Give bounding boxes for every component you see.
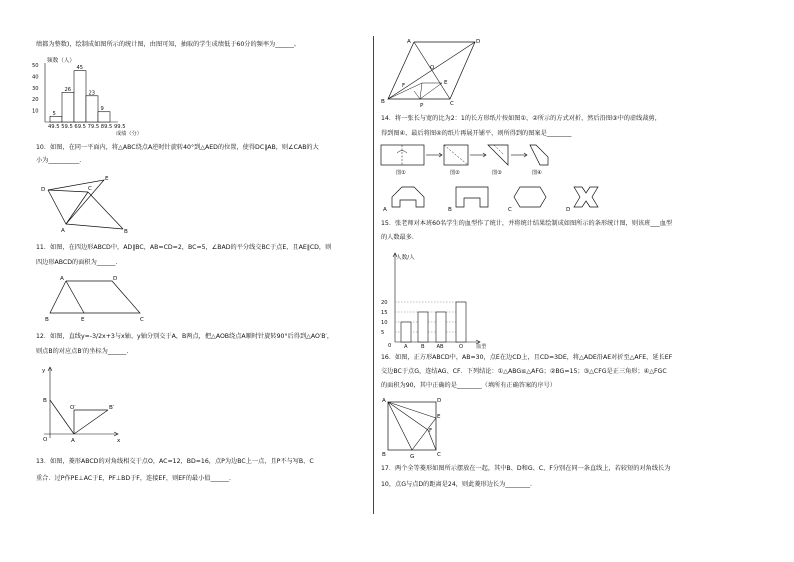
option-C: C <box>508 207 512 213</box>
q16-line3: 的面积为90，其中正确的是________（填所有正确答案的序号） <box>381 382 556 389</box>
q12-coordinate-figure <box>40 364 125 446</box>
bar-ytick: 10 <box>381 320 388 326</box>
q16-label-C: C <box>437 452 441 458</box>
q10-line1: 10．如图，在同一平面内，将△ABC绕点A逆时针旋转40°到△AED的位置，使得DC∥AB，则∠CAB的大 <box>36 144 319 151</box>
bar-ylabel: 人数/人 <box>396 255 415 261</box>
q10-line2: 小为__________. <box>36 157 82 164</box>
hist-ylabel: 频数（人） <box>47 58 75 64</box>
q16-label-F: F <box>429 428 433 434</box>
q12-label-y: y <box>42 368 46 374</box>
q13-line2: 重合．过P作PE⊥AC于E，PF⊥BD于F，连接EF，则EF的最小值______. <box>36 475 232 482</box>
q16-line1: 16．如图，正方形ABCD中，AB=30，点E在边CD上，且CD=3DE，将△ADE沿AE对折至△AFE，延长EF <box>381 354 673 361</box>
hist-ytick: 40 <box>32 74 39 81</box>
q16-label-G: G <box>410 454 415 460</box>
q15-line1: 15．张老师对本班60名学生的血型作了统计，并将统计结果绘制成如图所示的条形统计图，则该班___血型 <box>381 220 673 227</box>
option-A: A <box>383 207 387 213</box>
rh-label-A: A <box>407 39 411 45</box>
q9-continuation: 绩都为整数)，绘制成如图所示的统计图，由图可知，抽取的学生成绩低于60分的频率为______。 <box>36 41 300 48</box>
q10-label-E: E <box>105 176 109 182</box>
hist-bar-label: 45 <box>76 65 84 72</box>
hist-xticks: 49.5 59.5 69.5 79.5 89.5 99.5 <box>48 124 126 130</box>
bar-category: AB <box>436 344 444 350</box>
fig-cap-1: 图① <box>396 170 406 176</box>
hist-bar <box>62 92 74 122</box>
q16-line2: 交边BC于点G，连结AG、CF．下列结论：①△ABG≌△AFG；②BG=15；③△CFG是正三角形；④△FGC <box>381 368 667 375</box>
rh-label-O: O <box>430 65 435 71</box>
hist-ytick: 30 <box>32 85 39 92</box>
q10-label-A: A <box>61 228 65 234</box>
column-divider <box>373 36 374 514</box>
q16-label-D: D <box>437 398 442 404</box>
hist-ytick: 20 <box>32 97 39 104</box>
fig-cap-4: 图④ <box>532 170 542 176</box>
bar-category: B <box>421 344 425 350</box>
q12-line1: 12．如图，直线y=-3/2x+3与x轴、y轴分别交于A，B两点，把△AOB绕点A顺时针旋转90°后得到△AO′B′， <box>36 333 334 340</box>
rh-label-E: E <box>444 80 448 86</box>
q11-trapezoid-figure <box>40 273 150 323</box>
blood-bar <box>401 322 411 342</box>
bar-ytick: 5 <box>381 330 385 336</box>
q15-line2: 的人数最多. <box>381 234 414 241</box>
blood-bar <box>418 312 428 342</box>
q12-label-A: A <box>71 438 75 444</box>
rh-label-C: C <box>450 101 454 107</box>
hist-bar-label: 5 <box>52 110 56 117</box>
q14-line1: 14．将一张长与宽的比为2：1的长方形纸片按如图①、②所示的方式对折，然后沿图③中的虚线裁剪， <box>381 115 661 122</box>
fig-cap-3: 图③ <box>492 170 502 176</box>
rh-label-B: B <box>381 99 385 105</box>
q12-label-B1: B′ <box>109 405 115 411</box>
q10-label-B: B <box>124 229 128 235</box>
q16-square-figure <box>380 396 450 462</box>
hist-bar-label: 26 <box>64 86 72 93</box>
q12-label-O1: O′ <box>70 405 76 411</box>
bar-xlabel: 血型 <box>476 344 487 350</box>
folding-figures <box>380 143 590 177</box>
q14-line2: 得到图④，最后将图④的纸片再展开铺平，则所得到的图案是________ <box>381 130 572 137</box>
q13-line1: 13．如图，菱形ABCD的对角线相交于点O，AC=12，BD=16，点P为边BC上一点，且P不与写B、C <box>36 458 314 465</box>
q11-label-E: E <box>81 317 85 323</box>
q12-line2: 则点B的对应点B′的坐标为______. <box>36 348 129 355</box>
q11-line2: 四边形ABCD的面积为______. <box>36 259 118 266</box>
fig-cap-2: 图② <box>450 170 460 176</box>
q11-label-B: B <box>45 317 49 323</box>
bar-origin: 0 <box>388 343 392 349</box>
q11-line1: 11．如图，在四边形ABCD中，AD∥BC，AB=CD=2，BC=5，∠BAD的平分线交BC于点E，且AE∥CD，则 <box>36 244 332 251</box>
q12-label-O: O <box>43 437 48 443</box>
bar-ytick: 15 <box>381 310 388 316</box>
option-B: B <box>448 207 452 213</box>
rh-label-F: F <box>402 83 406 89</box>
q12-label-B: B <box>43 398 47 404</box>
hist-xlabel: 成绩（分） <box>116 131 142 137</box>
histogram-figure <box>30 56 155 136</box>
q11-label-A: A <box>60 276 64 282</box>
hist-bar <box>74 71 86 122</box>
rh-label-D: D <box>476 39 481 45</box>
bar-category: O <box>459 344 464 350</box>
q16-label-B: B <box>382 452 386 458</box>
hist-ytick: 50 <box>32 63 39 69</box>
q10-label-D: D <box>41 187 46 193</box>
blood-bar <box>456 302 466 342</box>
hist-bar-label: 9 <box>100 106 104 113</box>
q11-label-C: C <box>140 317 144 323</box>
rh-label-P: P <box>420 103 424 109</box>
q16-label-E: E <box>437 414 441 420</box>
q10-rotation-figure <box>38 172 133 236</box>
hist-ytick: 10 <box>32 108 39 115</box>
blood-type-bar-chart <box>380 247 500 350</box>
q11-label-D: D <box>113 276 118 282</box>
hist-bar <box>86 96 98 122</box>
bar-ytick: 20 <box>381 300 388 306</box>
q17-line1: 17．两个全等菱形如图所示摆放在一起，其中B、D和G、C、F分别在同一条直线上，若较短的对角线长为 <box>381 465 671 472</box>
hist-bar <box>50 116 62 122</box>
hist-bar <box>98 112 110 122</box>
q12-label-x: x <box>117 438 121 444</box>
option-D: D <box>566 207 571 213</box>
rhombus-figure <box>380 37 490 109</box>
q10-label-C: C <box>88 186 92 192</box>
bar-category: A <box>404 344 408 350</box>
blood-bar <box>436 312 446 342</box>
answer-options <box>380 185 610 215</box>
hist-bar-label: 23 <box>88 90 96 97</box>
q17-line2: 10，点G与点D的距离是24，则此菱形边长为________. <box>381 481 533 488</box>
q16-label-A: A <box>382 398 386 404</box>
